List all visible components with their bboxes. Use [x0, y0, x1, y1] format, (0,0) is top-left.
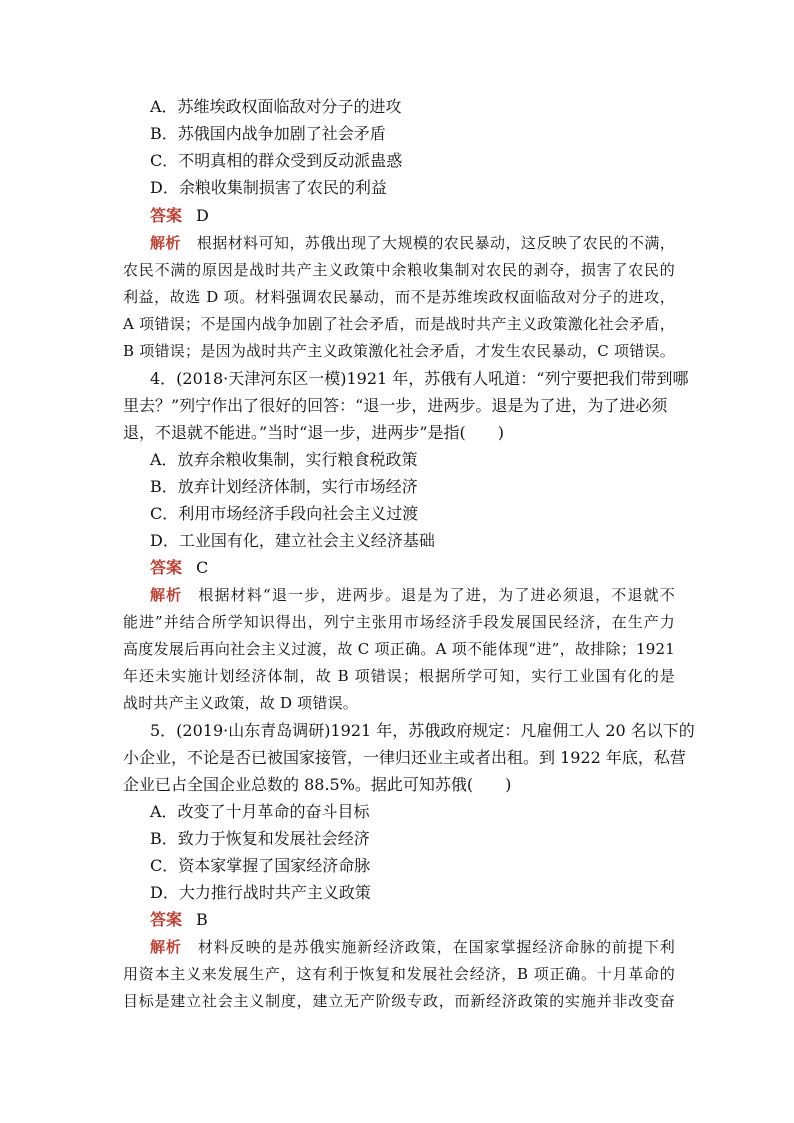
- q3-answer: [150, 206, 702, 226]
- q4-stem-line-1: 4．(2018·天津河东区一模)1921 年，苏俄有人吼道：“列宁要把我们带到哪: [150, 369, 689, 388]
- q3-explanation-line-5: B 项错误；是因为战时共产主义政策激化社会矛盾，才发生农民暴动，C 项错误。: [123, 342, 675, 360]
- q5-option-c: C．资本家掌握了国家经济命脉: [150, 856, 371, 875]
- answer-value: D: [196, 206, 209, 225]
- explanation-label: 解析: [150, 938, 182, 956]
- q3-option-b: B．苏俄国内战争加剧了社会矛盾: [150, 124, 386, 143]
- q5-stem-line-1: 5．(2019·山东青岛调研)1921 年，苏俄政府规定：凡雇佣工人 20 名以下的: [150, 721, 695, 740]
- q4-explanation-line-1: 解析 根据材料“退一步，进两步。退是为了进，为了进必须退，不退就不: [150, 586, 676, 604]
- q4-option-b: B．放弃计划经济体制，实行市场经济: [150, 477, 418, 496]
- answer-label: 答案: [150, 558, 183, 577]
- answer-value: C: [196, 558, 209, 577]
- q4-explanation-line-5: 战时共产主义政策，故 D 项错误。: [123, 694, 358, 712]
- q4-option-a: A．放弃余粮收集制，实行粮食税政策: [150, 450, 418, 469]
- q4-explanation-line-2: 能进”并结合所学知识得出，列宁主张用市场经济手段发展国民经济，在生产力: [123, 613, 675, 631]
- answer-value: B: [196, 910, 208, 929]
- q3-explanation-line-4: A 项错误；不是国内战争加剧了社会矛盾，而是战时共产主义政策激化社会矛盾，: [123, 315, 675, 333]
- q4-stem-line-3: 退，不退就不能进。”当时“退一步，进两步”是指( ): [123, 423, 505, 442]
- explanation-label: 解析: [150, 234, 181, 252]
- q3-explanation-line-2: 农民不满的原因是战时共产主义政策中余粮收集制对农民的剥夺，损害了农民的: [123, 261, 675, 279]
- q3-option-c: C．不明真相的群众受到反动派蛊惑: [150, 151, 403, 170]
- q3-option-a: A．苏维埃政权面临敌对分子的进攻: [150, 97, 402, 116]
- q3-option-d: D．余粮收集制损害了农民的利益: [150, 178, 387, 197]
- q4-option-d: D．工业国有化，建立社会主义经济基础: [150, 531, 435, 550]
- q3-explanation-line-3: 利益，故选 D 项。材料强调农民暴动，而不是苏维埃政权面临敌对分子的进攻，: [123, 288, 675, 306]
- q5-explanation-line-2: 用资本主义来发展生产，这有利于恢复和发展社会经济，B 项正确。十月革命的: [123, 965, 675, 983]
- q5-option-d: D．大力推行战时共产主义政策: [150, 883, 371, 902]
- q5-option-a: A．改变了十月革命的奋斗目标: [150, 802, 370, 821]
- q5-explanation-line-1: 解析 材料反映的是苏俄实施新经济政策，在国家掌握经济命脉的前提下利: [150, 938, 675, 956]
- q4-explanation-line-3: 高度发展后再向社会主义过渡，故 C 项正确。A 项不能体现“进”，故排除；1921: [123, 640, 675, 658]
- q3-explanation-line-1: 解析 根据材料可知，苏俄出现了大规模的农民暴动，这反映了农民的不满，: [150, 234, 675, 252]
- q5-stem-line-3: 企业已占全国企业总数的 88.5%。据此可知苏俄( ): [123, 775, 512, 794]
- answer-label: 答案: [150, 910, 183, 929]
- q5-explanation-line-3: 目标是建立社会主义制度，建立无产阶级专政，而新经济政策的实施并非改变奋: [123, 992, 675, 1010]
- q4-explanation-line-4: 年还未实施计划经济体制，故 B 项错误；根据所学可知，实行工业国有化的是: [123, 667, 675, 685]
- q4-answer: [150, 558, 702, 578]
- answer-label: 答案: [150, 206, 183, 225]
- explanation-label: 解析: [150, 586, 183, 604]
- q5-option-b: B．致力于恢复和发展社会经济: [150, 829, 370, 848]
- q5-stem-line-2: 小企业，不论是否已被国家接管，一律归还业主或者出租。到 1922 年底，私营: [123, 748, 686, 767]
- q5-answer: [150, 910, 702, 930]
- q4-option-c: C．利用市场经济手段向社会主义过渡: [150, 504, 419, 523]
- q4-stem-line-2: 里去？”列宁作出了很好的回答：“退一步，进两步。退是为了进，为了进必须: [123, 396, 668, 415]
